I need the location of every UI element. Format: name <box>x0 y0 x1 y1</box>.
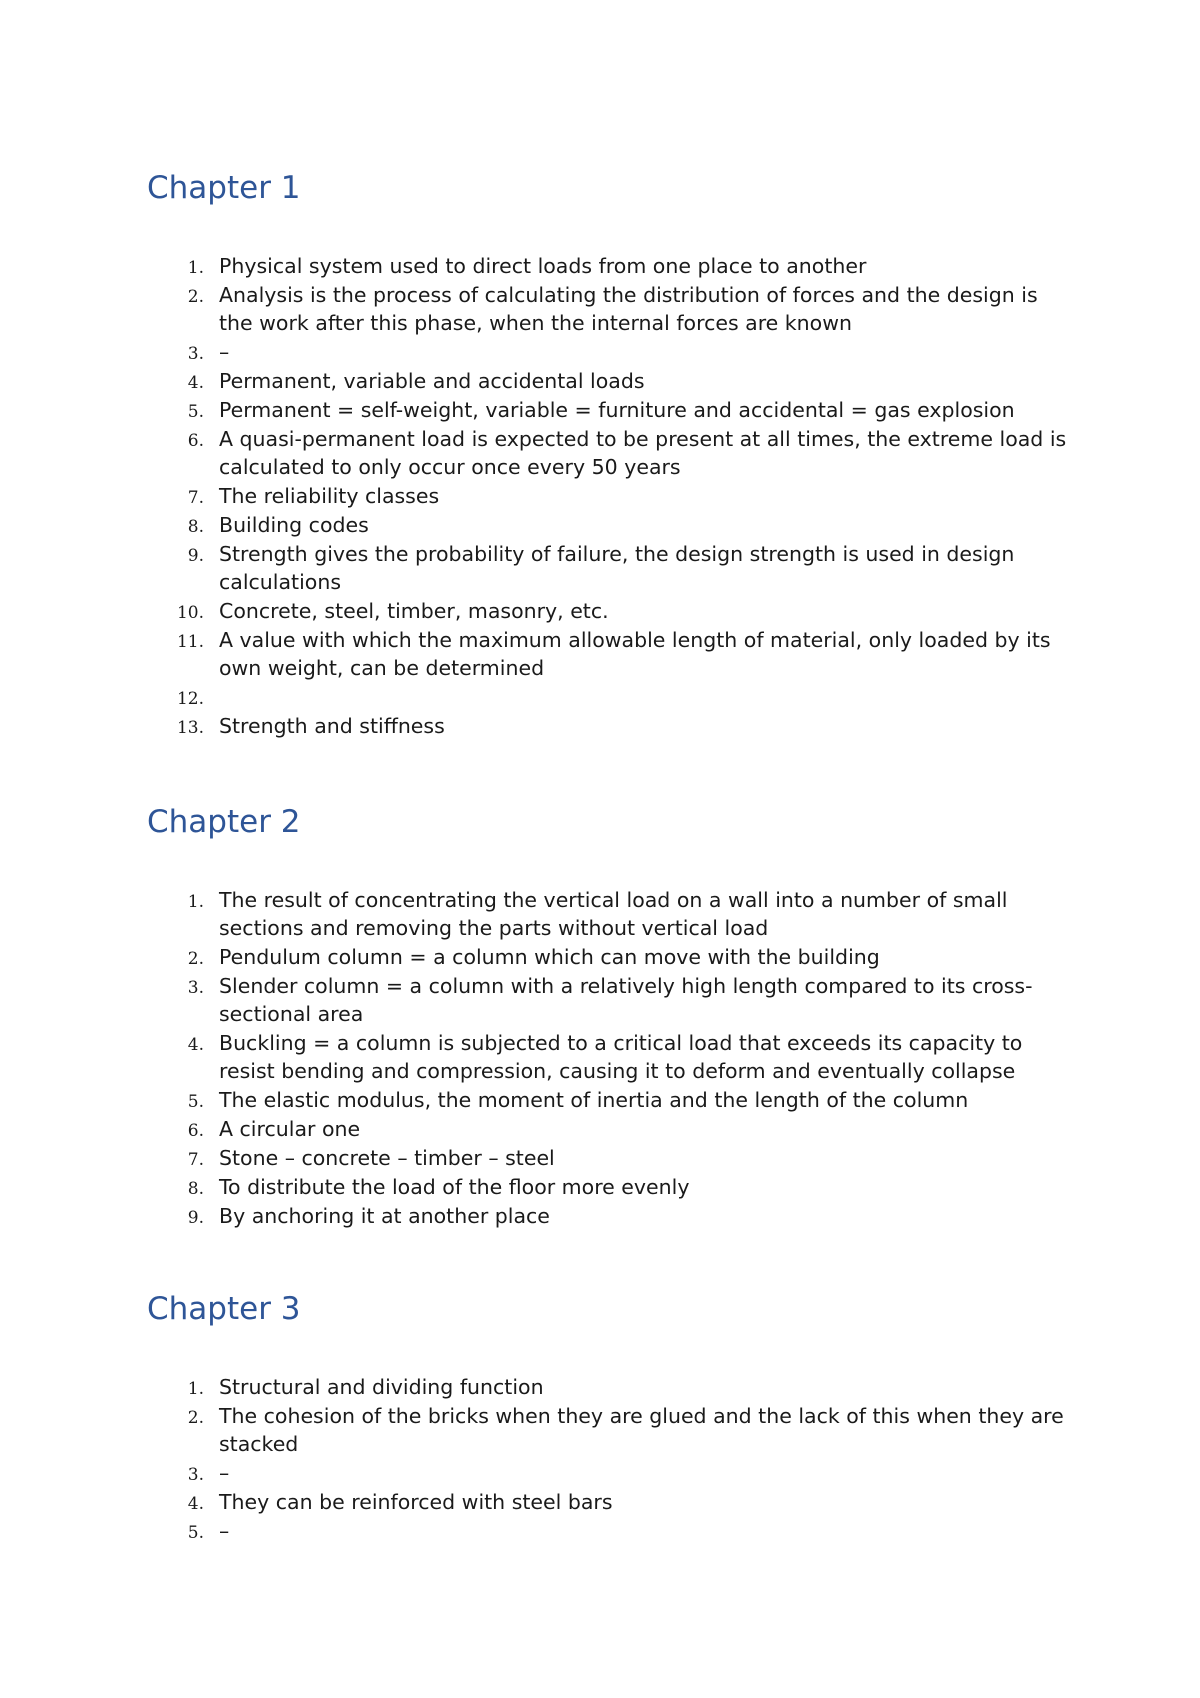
list-item-number: 8 . <box>147 513 204 541</box>
list-item-text: Building codes <box>219 513 369 537</box>
list-item <box>147 1029 1067 1085</box>
list-item-text: The reliability classes <box>219 484 440 508</box>
list-item-text: Concrete, steel, timber, masonry, etc. <box>219 599 609 623</box>
list-item-number: 2 . <box>147 283 204 311</box>
chapter-2-heading: Chapter 2 <box>147 804 301 840</box>
chapter-3-heading: Chapter 3 <box>147 1291 301 1327</box>
list-item-number: 6 . <box>147 1117 204 1145</box>
list-item <box>147 886 1067 942</box>
list-item-number: 10 . <box>147 599 204 627</box>
list-item <box>147 1517 1067 1545</box>
list-item <box>147 1488 1067 1516</box>
list-item-text: – <box>219 1519 230 1543</box>
list-item-number: 7 . <box>147 484 204 512</box>
list-item-text: A value with which the maximum allowable length of material, only loaded by its own weight, can be determined <box>219 628 1051 680</box>
list-item <box>147 540 1067 596</box>
list-item-number: 7 . <box>147 1146 204 1174</box>
list-item-text <box>219 683 1067 711</box>
list-item <box>147 712 1067 740</box>
list-item <box>147 1173 1067 1201</box>
list-item-number: 1 . <box>147 888 204 916</box>
chapter-2-list <box>147 886 1067 1230</box>
list-item <box>147 1086 1067 1114</box>
list-item-number: 2 . <box>147 1404 204 1432</box>
list-item <box>147 511 1067 539</box>
list-item-text: By anchoring it at another place <box>219 1204 550 1228</box>
list-item-number: 9 . <box>147 1204 204 1232</box>
list-item-number: 9 . <box>147 542 204 570</box>
chapter-1-heading: Chapter 1 <box>147 170 301 206</box>
list-item-text: Stone – concrete – timber – steel <box>219 1146 555 1170</box>
list-item <box>147 367 1067 395</box>
list-item <box>147 396 1067 424</box>
list-item <box>147 252 1067 280</box>
list-item-text: – <box>219 1461 230 1485</box>
list-item-text: Buckling = a column is subjected to a critical load that exceeds its capacity to resist bending and compression, causing it to deform and eventually collapse <box>219 1031 1023 1083</box>
list-item-number: 4 . <box>147 1031 204 1059</box>
chapter-3-list <box>147 1373 1067 1545</box>
list-item-number: 5 . <box>147 1519 204 1547</box>
chapter-1-list <box>147 252 1067 740</box>
list-item <box>147 943 1067 971</box>
list-item-number: 13 . <box>147 714 204 742</box>
list-item-text: Permanent = self-weight, variable = furniture and accidental = gas explosion <box>219 398 1015 422</box>
list-item-number: 8 . <box>147 1175 204 1203</box>
list-item-number: 1 . <box>147 1375 204 1403</box>
list-item <box>147 1402 1067 1458</box>
list-item-text: They can be reinforced with steel bars <box>219 1490 613 1514</box>
list-item-text: Analysis is the process of calculating the distribution of forces and the design is the work after this phase, when the internal forces are known <box>219 283 1038 335</box>
chapter-1-section <box>147 168 1067 738</box>
list-item <box>147 972 1067 1028</box>
list-item-text: – <box>219 340 230 364</box>
list-item-number: 5 . <box>147 1088 204 1116</box>
list-item-text: Slender column = a column with a relatively high length compared to its cross-sectional area <box>219 974 1033 1026</box>
list-item-text: A circular one <box>219 1117 361 1141</box>
list-item-text: The cohesion of the bricks when they are glued and the lack of this when they are stacked <box>219 1404 1064 1456</box>
chapter-2-section <box>147 802 1067 1228</box>
list-item-text: Permanent, variable and accidental loads <box>219 369 645 393</box>
list-item <box>147 482 1067 510</box>
list-item <box>147 626 1067 682</box>
list-item <box>147 683 1067 711</box>
list-item-number: 4 . <box>147 1490 204 1518</box>
list-item-text: The result of concentrating the vertical load on a wall into a number of small sections and removing the parts without vertical load <box>219 888 1008 940</box>
list-item-text: Structural and dividing function <box>219 1375 544 1399</box>
list-item <box>147 1144 1067 1172</box>
list-item <box>147 1202 1067 1230</box>
list-item-number: 3 . <box>147 340 204 368</box>
list-item <box>147 338 1067 366</box>
list-item-text: Strength gives the probability of failure, the design strength is used in design calculations <box>219 542 1015 594</box>
list-item-number: 11 . <box>147 628 204 656</box>
list-item-text: A quasi-permanent load is expected to be present at all times, the extreme load is calculated to only occur once every 50 years <box>219 427 1067 479</box>
list-item <box>147 1115 1067 1143</box>
list-item-text: Physical system used to direct loads from one place to another <box>219 254 867 278</box>
list-item-number: 12 . <box>147 685 204 713</box>
list-item <box>147 1459 1067 1487</box>
list-item-number: 6 . <box>147 427 204 455</box>
list-item <box>147 425 1067 481</box>
list-item-number: 3 . <box>147 1461 204 1489</box>
list-item-number: 1 . <box>147 254 204 282</box>
list-item-number: 2 . <box>147 945 204 973</box>
list-item-number: 4 . <box>147 369 204 397</box>
list-item-number: 5 . <box>147 398 204 426</box>
list-item-text: The elastic modulus, the moment of inertia and the length of the column <box>219 1088 969 1112</box>
chapter-3-section <box>147 1289 1067 1543</box>
list-item-text: Pendulum column = a column which can move with the building <box>219 945 880 969</box>
list-item <box>147 597 1067 625</box>
list-item-text: To distribute the load of the floor more evenly <box>219 1175 690 1199</box>
list-item <box>147 1373 1067 1401</box>
list-item <box>147 281 1067 337</box>
list-item-number: 3 . <box>147 974 204 1002</box>
list-item-text: Strength and stiffness <box>219 714 445 738</box>
